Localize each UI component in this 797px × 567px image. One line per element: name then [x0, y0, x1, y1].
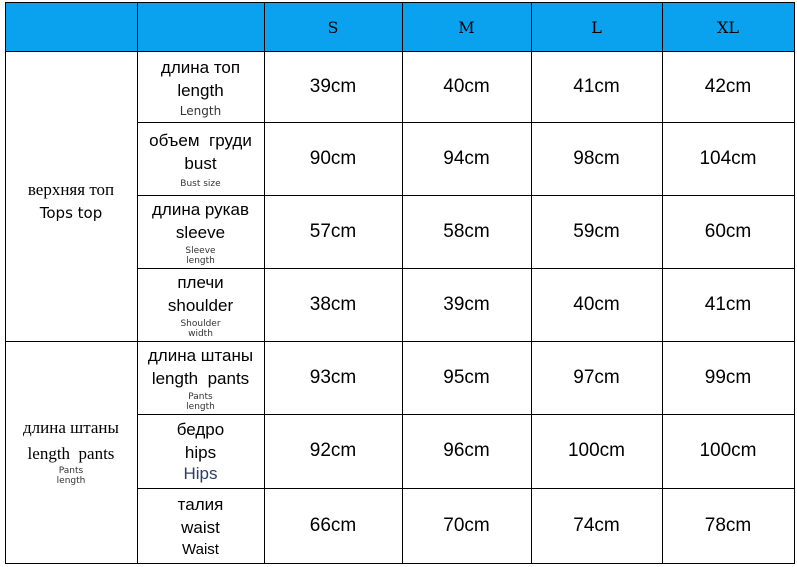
value-cell: 78cm: [704, 514, 752, 536]
value-cell: 90cm: [309, 147, 357, 169]
grid-line: [662, 2, 663, 564]
grid-line: [137, 195, 795, 196]
row-name-waist: [137, 488, 264, 563]
grid-line: [137, 2, 138, 564]
value-cell: 74cm: [573, 514, 620, 536]
value-cell: 97cm: [573, 366, 620, 388]
grid-line-header: [5, 51, 795, 52]
row-name-pants-length: [137, 341, 264, 414]
value-cell: 41cm: [573, 75, 620, 97]
row-name-en: waist: [181, 518, 220, 537]
grid-line-right: [794, 2, 795, 564]
value-cell: 98cm: [573, 147, 620, 169]
row-name-en: shoulder: [167, 295, 234, 315]
row-name-en: sleeve: [175, 222, 226, 242]
value-cell: 100cm: [567, 440, 626, 461]
row-name-shoulder: [137, 268, 264, 341]
size-header-xl: XL: [716, 17, 739, 37]
row-name-en: length pants: [151, 368, 250, 388]
value-cell: 40cm: [443, 75, 490, 97]
row-note: Length: [179, 103, 222, 118]
row-name-ru: талия: [177, 495, 224, 514]
grid-line-left: [5, 2, 6, 564]
row-note-2: length: [186, 255, 215, 266]
row-name-en: hips: [184, 443, 217, 462]
group-pants: [5, 341, 137, 563]
group-tops-ru: верхняя топ: [27, 180, 115, 199]
value-cell: 39cm: [443, 293, 490, 315]
value-cell: 38cm: [309, 293, 357, 315]
grid-line: [264, 2, 265, 564]
grid-line-group: [5, 341, 795, 342]
row-name-sleeve: [137, 195, 264, 268]
group-pants-en: length pants: [27, 444, 115, 463]
row-name-en: length: [177, 80, 224, 100]
value-cell: 42cm: [704, 75, 752, 97]
row-name-length: [137, 51, 264, 122]
value-cell: 57cm: [309, 220, 357, 242]
value-cell: 96cm: [443, 440, 490, 461]
group-tops-en: Tops top: [39, 204, 103, 222]
value-cell: 95cm: [443, 366, 490, 388]
value-cell: 93cm: [309, 366, 357, 388]
row-note: Pants: [188, 391, 213, 402]
row-note: Sleeve: [185, 245, 216, 256]
value-cell: 99cm: [704, 366, 752, 388]
row-name-ru: длина рукав: [152, 199, 249, 219]
row-name-bust: [137, 122, 264, 195]
value-cell: 39cm: [309, 75, 357, 97]
row-name-ru: плечи: [177, 272, 224, 292]
value-cell: 94cm: [443, 147, 490, 169]
grid-line: [137, 122, 795, 123]
size-header-l: L: [591, 17, 602, 37]
value-cell: 40cm: [573, 293, 620, 315]
value-cell: 59cm: [573, 220, 620, 242]
row-note: Waist: [182, 541, 219, 558]
row-name-ru: бедро: [176, 420, 225, 439]
grid-line-bottom: [5, 563, 795, 564]
group-tops: [5, 51, 137, 341]
row-note-2: length: [186, 401, 215, 412]
group-pants-note-2: length: [56, 476, 86, 486]
row-note: Shoulder: [180, 318, 221, 329]
row-name-en: bust: [184, 153, 217, 173]
row-note: Bust size: [180, 178, 221, 189]
value-cell: 70cm: [443, 514, 490, 536]
grid-line-top: [5, 2, 795, 3]
value-cell: 58cm: [443, 220, 490, 242]
row-name-ru: длина топ: [160, 57, 241, 77]
group-pants-ru: длина штаны: [23, 418, 119, 437]
row-name-hips: [137, 414, 264, 488]
group-pants-note-1: Pants: [58, 466, 84, 476]
size-header-m: M: [458, 17, 475, 37]
row-note-2: width: [188, 328, 213, 339]
grid-line: [137, 488, 795, 489]
value-cell: 92cm: [309, 440, 357, 461]
value-cell: 66cm: [309, 514, 357, 536]
value-cell: 104cm: [699, 147, 757, 169]
row-name-ru: длина штаны: [147, 345, 254, 365]
grid-line: [137, 268, 795, 269]
value-cell: 100cm: [699, 440, 757, 461]
value-cell: 41cm: [704, 293, 752, 315]
value-cell: 60cm: [704, 220, 752, 242]
row-name-ru: объем груди: [149, 130, 252, 150]
size-header-s: S: [327, 17, 339, 37]
grid-line: [531, 2, 532, 564]
grid-line: [402, 2, 403, 564]
grid-line: [137, 414, 795, 415]
row-note: Hips: [183, 464, 218, 483]
